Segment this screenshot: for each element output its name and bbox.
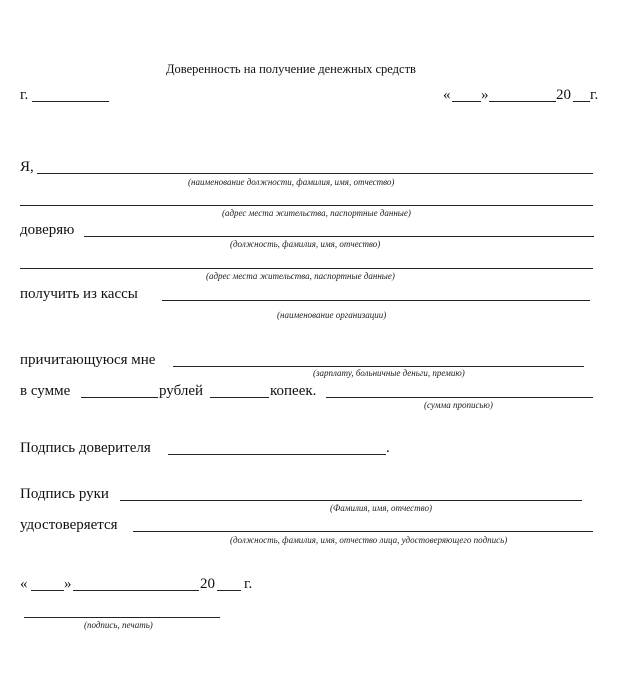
date-top-year-prefix: 20: [556, 87, 571, 103]
cashbox-label: получить из кассы: [20, 286, 138, 302]
hand-signature-label: Подпись руки: [20, 486, 109, 502]
principal-caption: (наименование должности, фамилия, имя, отчество): [188, 177, 395, 187]
amount-label: в сумме: [20, 383, 71, 399]
certified-label: удостоверяется: [20, 517, 118, 533]
due-label: причитающуюся мне: [20, 352, 156, 368]
document-title: Доверенность на получение денежных средств: [166, 62, 416, 76]
trustee-address-caption: (адрес места жительства, паспортные данные): [206, 271, 395, 281]
date-bottom-month-field[interactable]: [73, 590, 199, 591]
date-top-month-field[interactable]: [489, 101, 556, 102]
kopecks-label: копеек.: [270, 383, 317, 399]
due-caption: (зарплату, больничные деньги, премию): [313, 368, 465, 378]
date-top-year-field[interactable]: [573, 101, 590, 102]
signature-stamp-caption: (подпись, печать): [84, 620, 153, 630]
principal-signature-dot: .: [386, 440, 390, 456]
city-prefix: г.: [20, 87, 29, 103]
principal-label: Я,: [20, 159, 34, 175]
signature-stamp-field[interactable]: [24, 617, 220, 618]
principal-signature-field[interactable]: [168, 454, 386, 455]
date-bottom-close-quote: »: [64, 576, 72, 592]
amount-words-caption: (сумма прописью): [424, 400, 493, 410]
date-bottom-day-field[interactable]: [31, 590, 64, 591]
certifier-field[interactable]: [133, 531, 593, 532]
date-bottom-open-quote: «: [20, 576, 28, 592]
amount-words-field[interactable]: [326, 397, 593, 398]
date-bottom-year-prefix: 20: [200, 576, 215, 592]
trustee-address-field[interactable]: [20, 268, 593, 269]
certifier-caption: (должность, фамилия, имя, отчество лица, удостоверяющего подпись): [230, 535, 508, 545]
trustee-field[interactable]: [84, 236, 594, 237]
hand-signature-caption: (Фамилия, имя, отчество): [330, 503, 432, 513]
principal-address-field[interactable]: [20, 205, 593, 206]
trustee-label: доверяю: [20, 222, 75, 238]
date-top-open-quote: «: [443, 87, 451, 103]
principal-address-caption: (адрес места жительства, паспортные данные): [222, 208, 411, 218]
kopecks-field[interactable]: [210, 397, 269, 398]
principal-field[interactable]: [37, 173, 593, 174]
organization-field[interactable]: [162, 300, 590, 301]
trustee-caption: (должность, фамилия, имя, отчество): [230, 239, 381, 249]
date-top-year-suffix: г.: [590, 87, 599, 103]
date-top-day-field[interactable]: [452, 101, 481, 102]
rubles-field[interactable]: [81, 397, 158, 398]
rubles-label: рублей: [159, 383, 204, 399]
date-top-close-quote: »: [481, 87, 489, 103]
city-field[interactable]: [32, 101, 109, 102]
hand-signature-field[interactable]: [120, 500, 582, 501]
principal-signature-label: Подпись доверителя: [20, 440, 151, 456]
date-bottom-year-suffix: г.: [244, 576, 253, 592]
organization-caption: (наименование организации): [277, 310, 387, 320]
date-bottom-year-field[interactable]: [217, 590, 241, 591]
due-field[interactable]: [173, 366, 584, 367]
